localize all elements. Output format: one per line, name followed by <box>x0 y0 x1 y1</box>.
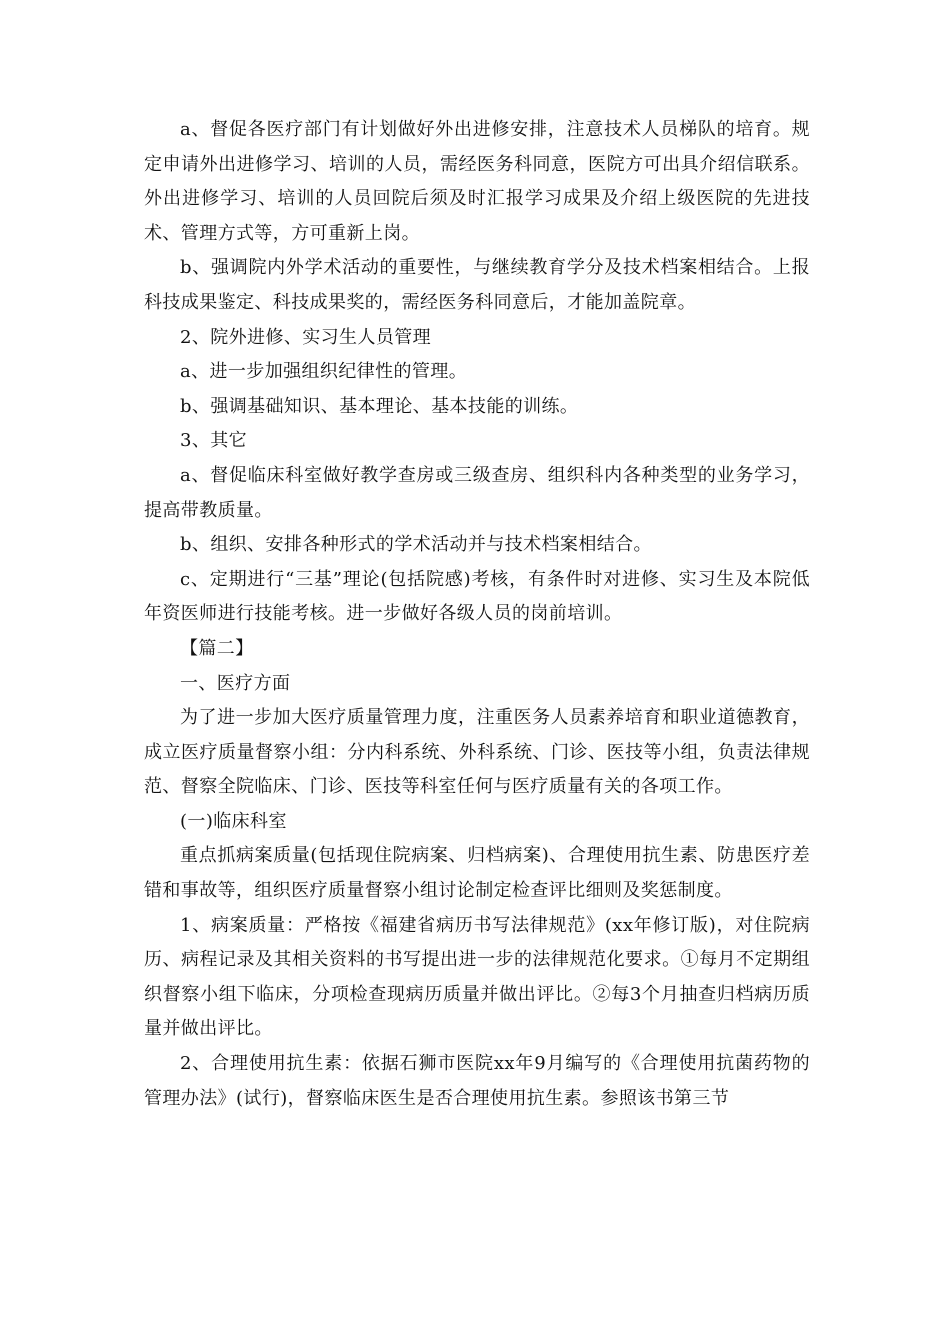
paragraph: 为了进一步加大医疗质量管理力度，注重医务人员素养培育和职业道德教育，成立医疗质量督察小组：分内科系统、外科系统、门诊、医技等小组，负责法律规范、督察全院临床、门诊、医技等科室任何与医疗质量有关的各项工作。 <box>144 707 810 798</box>
part-title: 【篇二】 <box>180 637 254 659</box>
paragraph: a、督促各医疗部门有计划做好外出进修安排，注意技术人员梯队的培育。规定申请外出进修学习、培训的人员，需经医务科同意，医院方可出具介绍信联系。外出进修学习、培训的人员回院后须及时汇报学习成果及介绍上级医院的先进技术、管理方式等，方可重新上岗。 <box>144 119 810 244</box>
paragraph: b、强调院内外学术活动的重要性，与继续教育学分及技术档案相结合。上报科技成果鉴定、科技成果奖的，需经医务科同意后，才能加盖院章。 <box>144 257 810 313</box>
document-page <box>144 113 810 1116</box>
section-heading: 一、医疗方面 <box>180 672 291 694</box>
paragraph: c、定期进行“三基”理论(包括院感)考核，有条件时对进修、实习生及本院低年资医师进行技能考核。进一步做好各级人员的岗前培训。 <box>144 568 810 625</box>
paragraph: a、进一步加强组织纪律性的管理。 <box>180 361 468 383</box>
paragraph: b、组织、安排各种形式的学术活动并与技术档案相结合。 <box>180 534 652 556</box>
subsection-heading: (一)临床科室 <box>180 810 287 832</box>
section-heading: 3、其它 <box>180 430 248 452</box>
paragraph: b、强调基础知识、基本理论、基本技能的训练。 <box>180 395 579 417</box>
paragraph: 重点抓病案质量(包括现住院病案、归档病案)、合理使用抗生素、防患医疗差错和事故等，组织医疗质量督察小组讨论制定检查评比细则及奖惩制度。 <box>144 845 810 902</box>
paragraph: a、督促临床科室做好教学查房或三级查房、组织科内各种类型的业务学习，提高带教质量。 <box>144 464 810 521</box>
section-heading: 2、院外进修、实习生人员管理 <box>180 326 432 348</box>
paragraph: 1、病案质量：严格按《福建省病历书写法律规范》(xx年修订版)，对住院病历、病程记录及其相关资料的书写提出进一步的法律规范化要求。①每月不定期组织督察小组下临床，分项检查现病历质量并做出评比。②每3个月抽查归档病历质量并做出评比。 <box>144 914 810 1040</box>
paragraph: 2、合理使用抗生素：依据石狮市医院xx年9月编写的《合理使用抗菌药物的管理办法》(试行)，督察临床医生是否合理使用抗生素。参照该书第三节 <box>144 1053 810 1109</box>
